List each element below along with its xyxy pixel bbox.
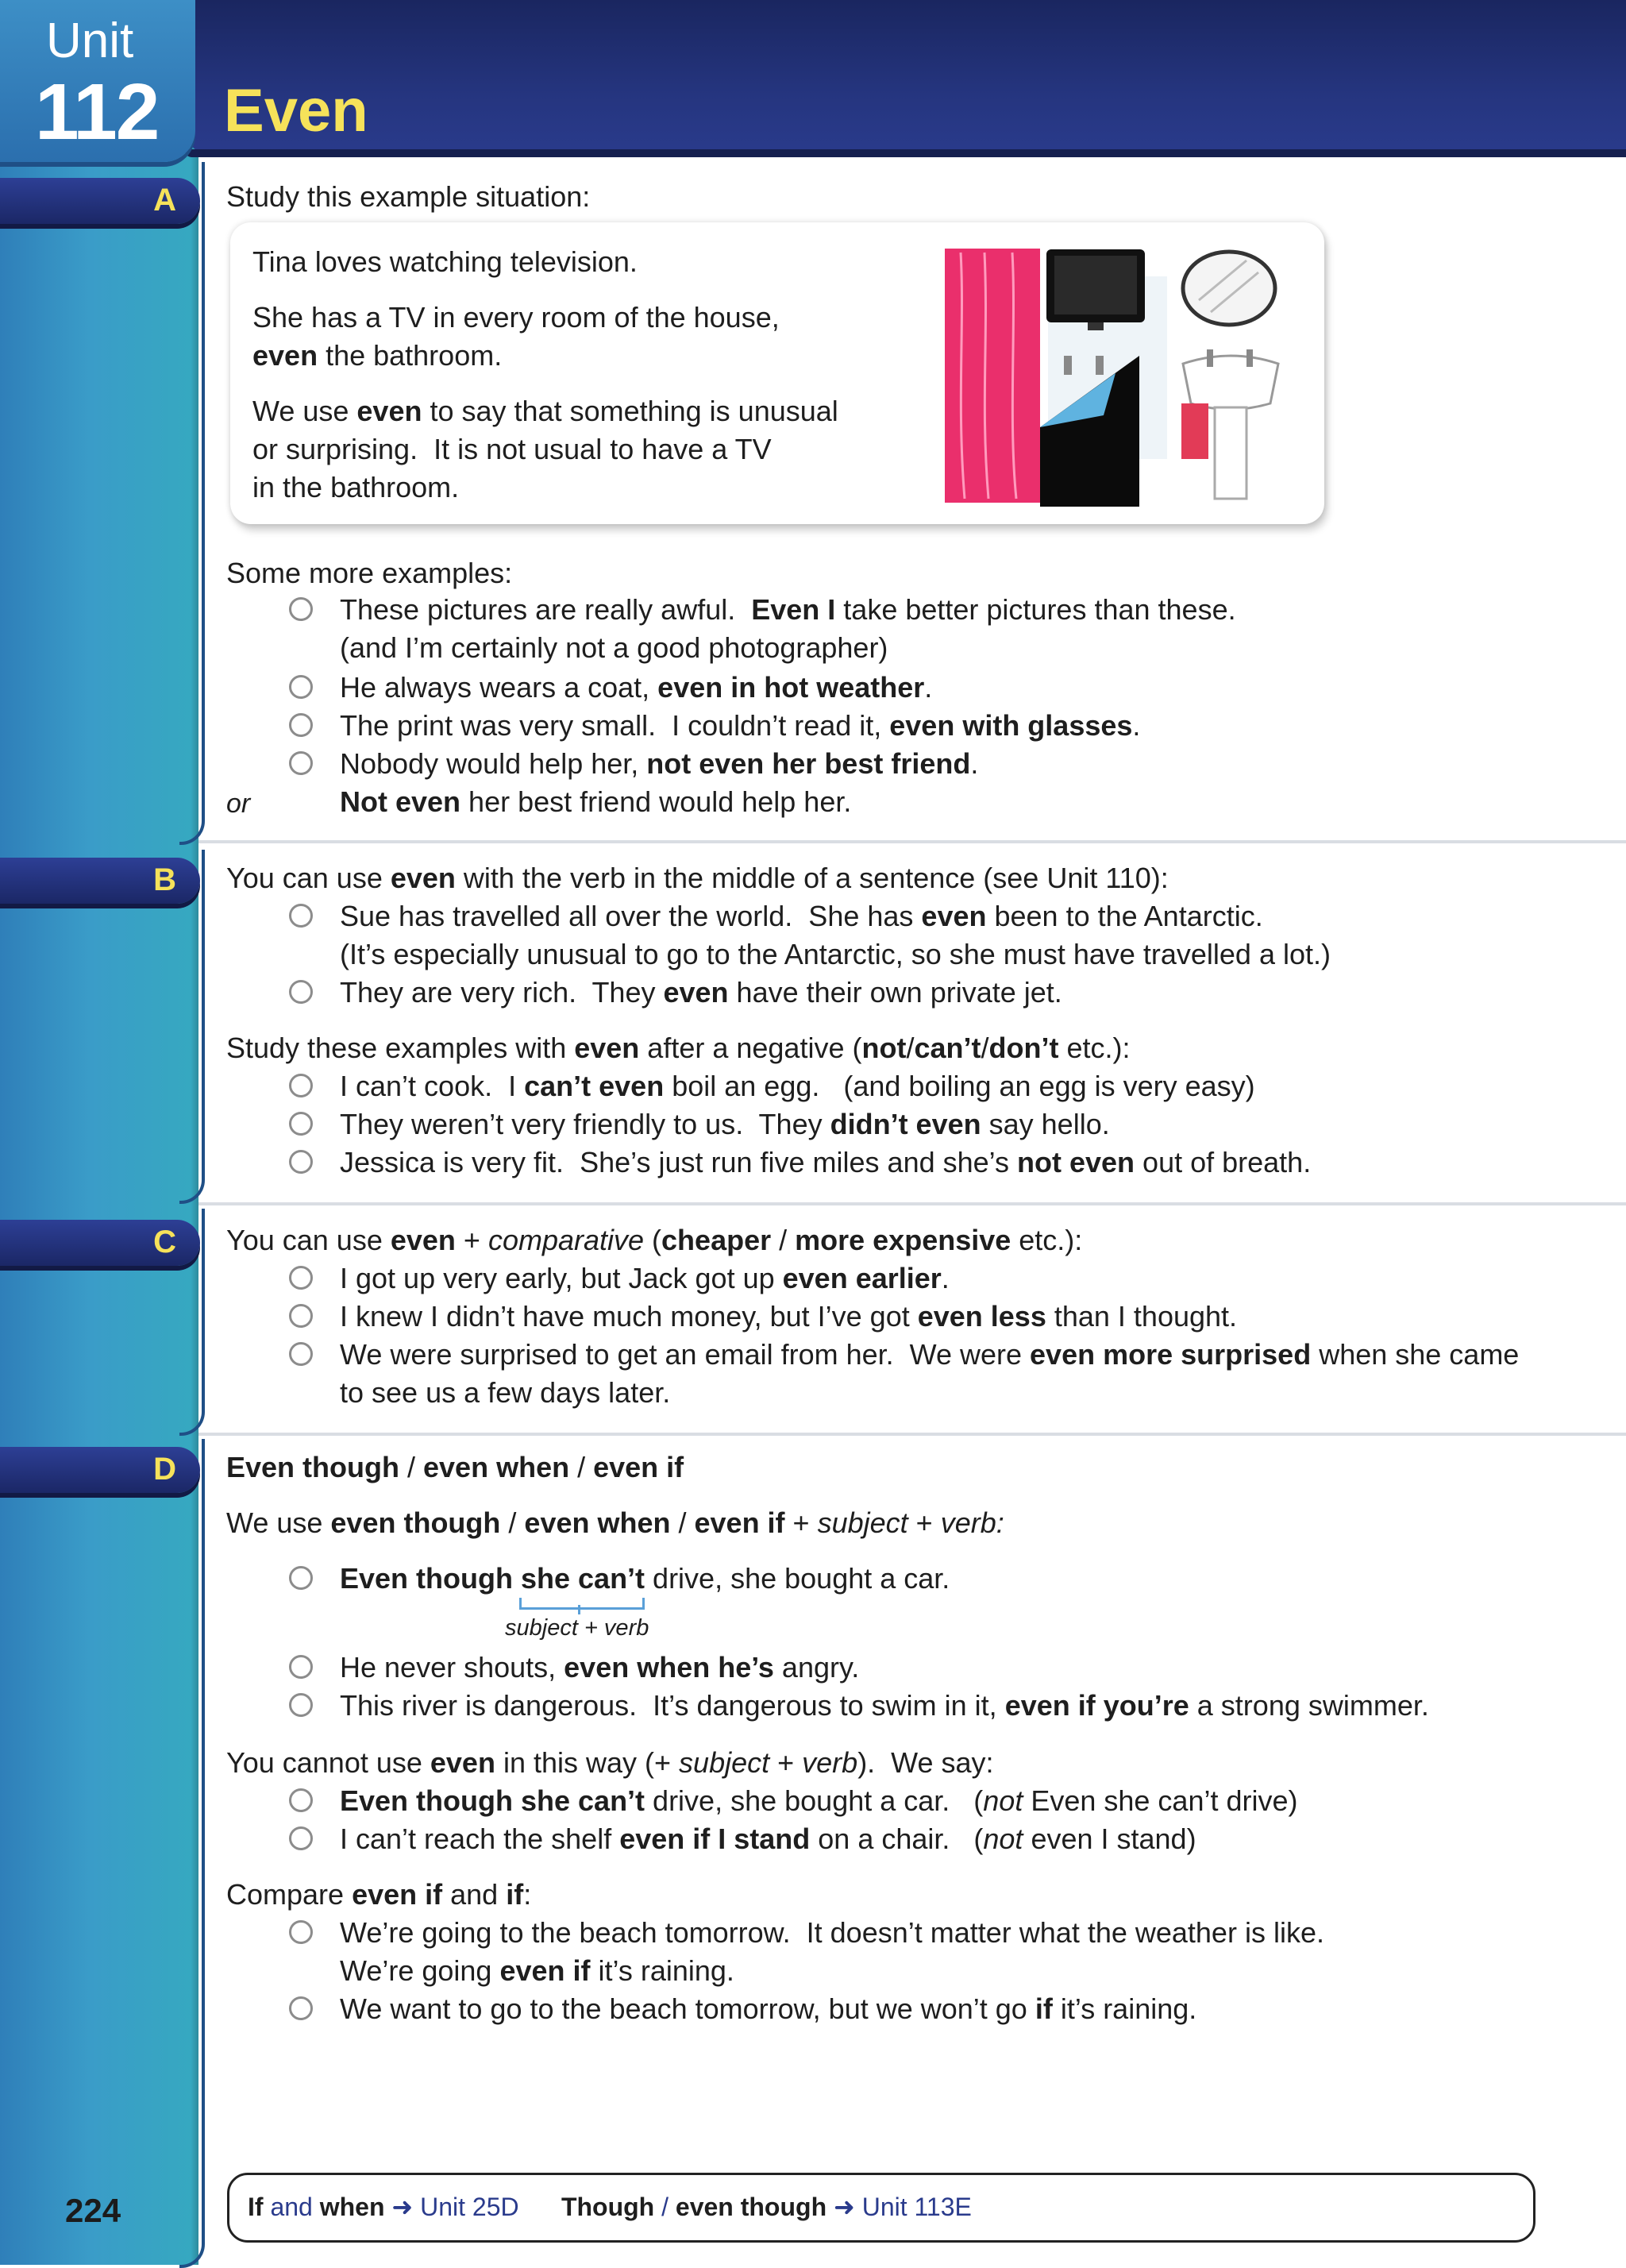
situation-line: or surprising. It is not usual to have a TV [252, 433, 772, 465]
bullet [289, 1996, 313, 2020]
section-d-cannot-intro: You cannot use even in this way (+ subject + verb). We say: [226, 1746, 994, 1779]
example-line: (It’s especially unusual to go to the Antarctic, so she must have travelled a lot.) [340, 938, 1331, 970]
example-line: I can’t reach the shelf even if I stand on a chair. (not even I stand) [340, 1822, 1196, 1855]
bullet [289, 1112, 313, 1136]
example-line: I can’t cook. I can’t even boil an egg. (and boiling an egg is very easy) [340, 1070, 1255, 1102]
section-tab-d [0, 1447, 200, 1493]
section-a-edge [179, 162, 205, 845]
section-d-compare-intro: Compare even if and if: [226, 1878, 532, 1911]
page-title: Even [224, 77, 368, 145]
situation-line: even the bathroom. [252, 339, 503, 372]
bullet [289, 1304, 313, 1328]
subject-verb-label: subject + verb [505, 1615, 649, 1641]
unit-tab [0, 0, 195, 162]
unit-label: Unit [46, 14, 134, 68]
example-line: He always wears a coat, even in hot weather. [340, 671, 933, 704]
example-line: Jessica is very fit. She’s just run five miles and she’s not even out of breath. [340, 1146, 1312, 1178]
left-sidebar [0, 0, 198, 2265]
section-c-intro: You can use even + comparative (cheaper / more expensive etc.): [226, 1224, 1083, 1256]
bullet [289, 597, 313, 621]
section-letter: D [153, 1452, 176, 1487]
section-a-intro: Study this example situation: [226, 180, 591, 213]
example-line: to see us a few days later. [340, 1376, 671, 1409]
bullet [289, 1920, 313, 1944]
example-line: Even though she can’t drive, she bought a car. [340, 1562, 950, 1595]
bullet [289, 1150, 313, 1174]
bullet [289, 1693, 313, 1717]
section-letter: C [153, 1225, 176, 1259]
situation-line: in the bathroom. [252, 471, 460, 503]
situation-line: Tina loves watching television. [252, 245, 638, 278]
section-divider [198, 1433, 1626, 1436]
section-tab-c [0, 1220, 200, 1266]
example-line: We’re going to the beach tomorrow. It doesn’t matter what the weather is like. [340, 1916, 1324, 1949]
unit-number: 112 [35, 68, 159, 156]
bullet [289, 1074, 313, 1097]
example-line: We’re going even if it’s raining. [340, 1954, 734, 1987]
page-number: 224 [65, 2192, 121, 2229]
section-d-heading: Even though / even when / even if [226, 1451, 684, 1483]
header-banner [184, 0, 1626, 157]
bullet [289, 1826, 313, 1850]
section-b-intro: You can use even with the verb in the middle of a sentence (see Unit 110): [226, 862, 1169, 894]
bullet [289, 904, 313, 928]
example-line: Even though she can’t drive, she bought a car. (not Even she can’t drive) [340, 1784, 1298, 1817]
section-letter: A [153, 183, 176, 218]
section-a-more-examples: Some more examples: [226, 557, 513, 589]
example-line: They are very rich. They even have their own private jet. [340, 976, 1062, 1009]
example-line: This river is dangerous. It’s dangerous to swim in it, even if you’re a strong swimmer. [340, 1689, 1429, 1722]
situation-line: We use even to say that something is unusual [252, 395, 838, 427]
example-line: He never shouts, even when he’s angry. [340, 1651, 860, 1684]
example-line: I knew I didn’t have much money, but I’ve got even less than I thought. [340, 1300, 1238, 1333]
example-line: We were surprised to get an email from her. We were even more surprised when she came [340, 1338, 1520, 1371]
bullet [289, 980, 313, 1004]
bullet [289, 1266, 313, 1290]
example-line: Not even her best friend would help her. [340, 785, 852, 818]
section-tab-a [0, 178, 200, 224]
or-label: or [226, 789, 251, 819]
bullet [289, 1342, 313, 1366]
bullet [289, 1655, 313, 1679]
bullet [289, 1566, 313, 1590]
subject-verb-brace [519, 1598, 645, 1610]
cross-reference-links[interactable]: If and when ➜ Unit 25D Though / even though ➜ Unit 113E [248, 2193, 972, 2221]
section-letter: B [153, 862, 176, 897]
example-line: Sue has travelled all over the world. She has even been to the Antarctic. [340, 900, 1263, 932]
section-d-edge [179, 1439, 205, 2268]
bathroom-tv-illustration [945, 245, 1294, 507]
section-divider [198, 1202, 1626, 1205]
example-line: We want to go to the beach tomorrow, but we won’t go if it’s raining. [340, 1992, 1197, 2025]
section-divider [198, 840, 1626, 843]
example-line: They weren’t very friendly to us. They didn’t even say hello. [340, 1108, 1110, 1140]
example-line: These pictures are really awful. Even I take better pictures than these. [340, 593, 1236, 626]
example-line: The print was very small. I couldn’t read it, even with glasses. [340, 709, 1141, 742]
situation-line: She has a TV in every room of the house, [252, 301, 780, 334]
example-line: Nobody would help her, not even her best friend. [340, 747, 979, 780]
bullet [289, 713, 313, 737]
section-tab-b [0, 858, 200, 904]
bullet [289, 751, 313, 775]
example-line: (and I’m certainly not a good photographer) [340, 631, 888, 664]
section-b-negative-intro: Study these examples with even after a negative (not/can’t/don’t etc.): [226, 1032, 1131, 1064]
section-d-intro: We use even though / even when / even if + subject + verb: [226, 1506, 1004, 1539]
bullet [289, 675, 313, 699]
example-line: I got up very early, but Jack got up even earlier. [340, 1262, 950, 1294]
bullet [289, 1788, 313, 1812]
